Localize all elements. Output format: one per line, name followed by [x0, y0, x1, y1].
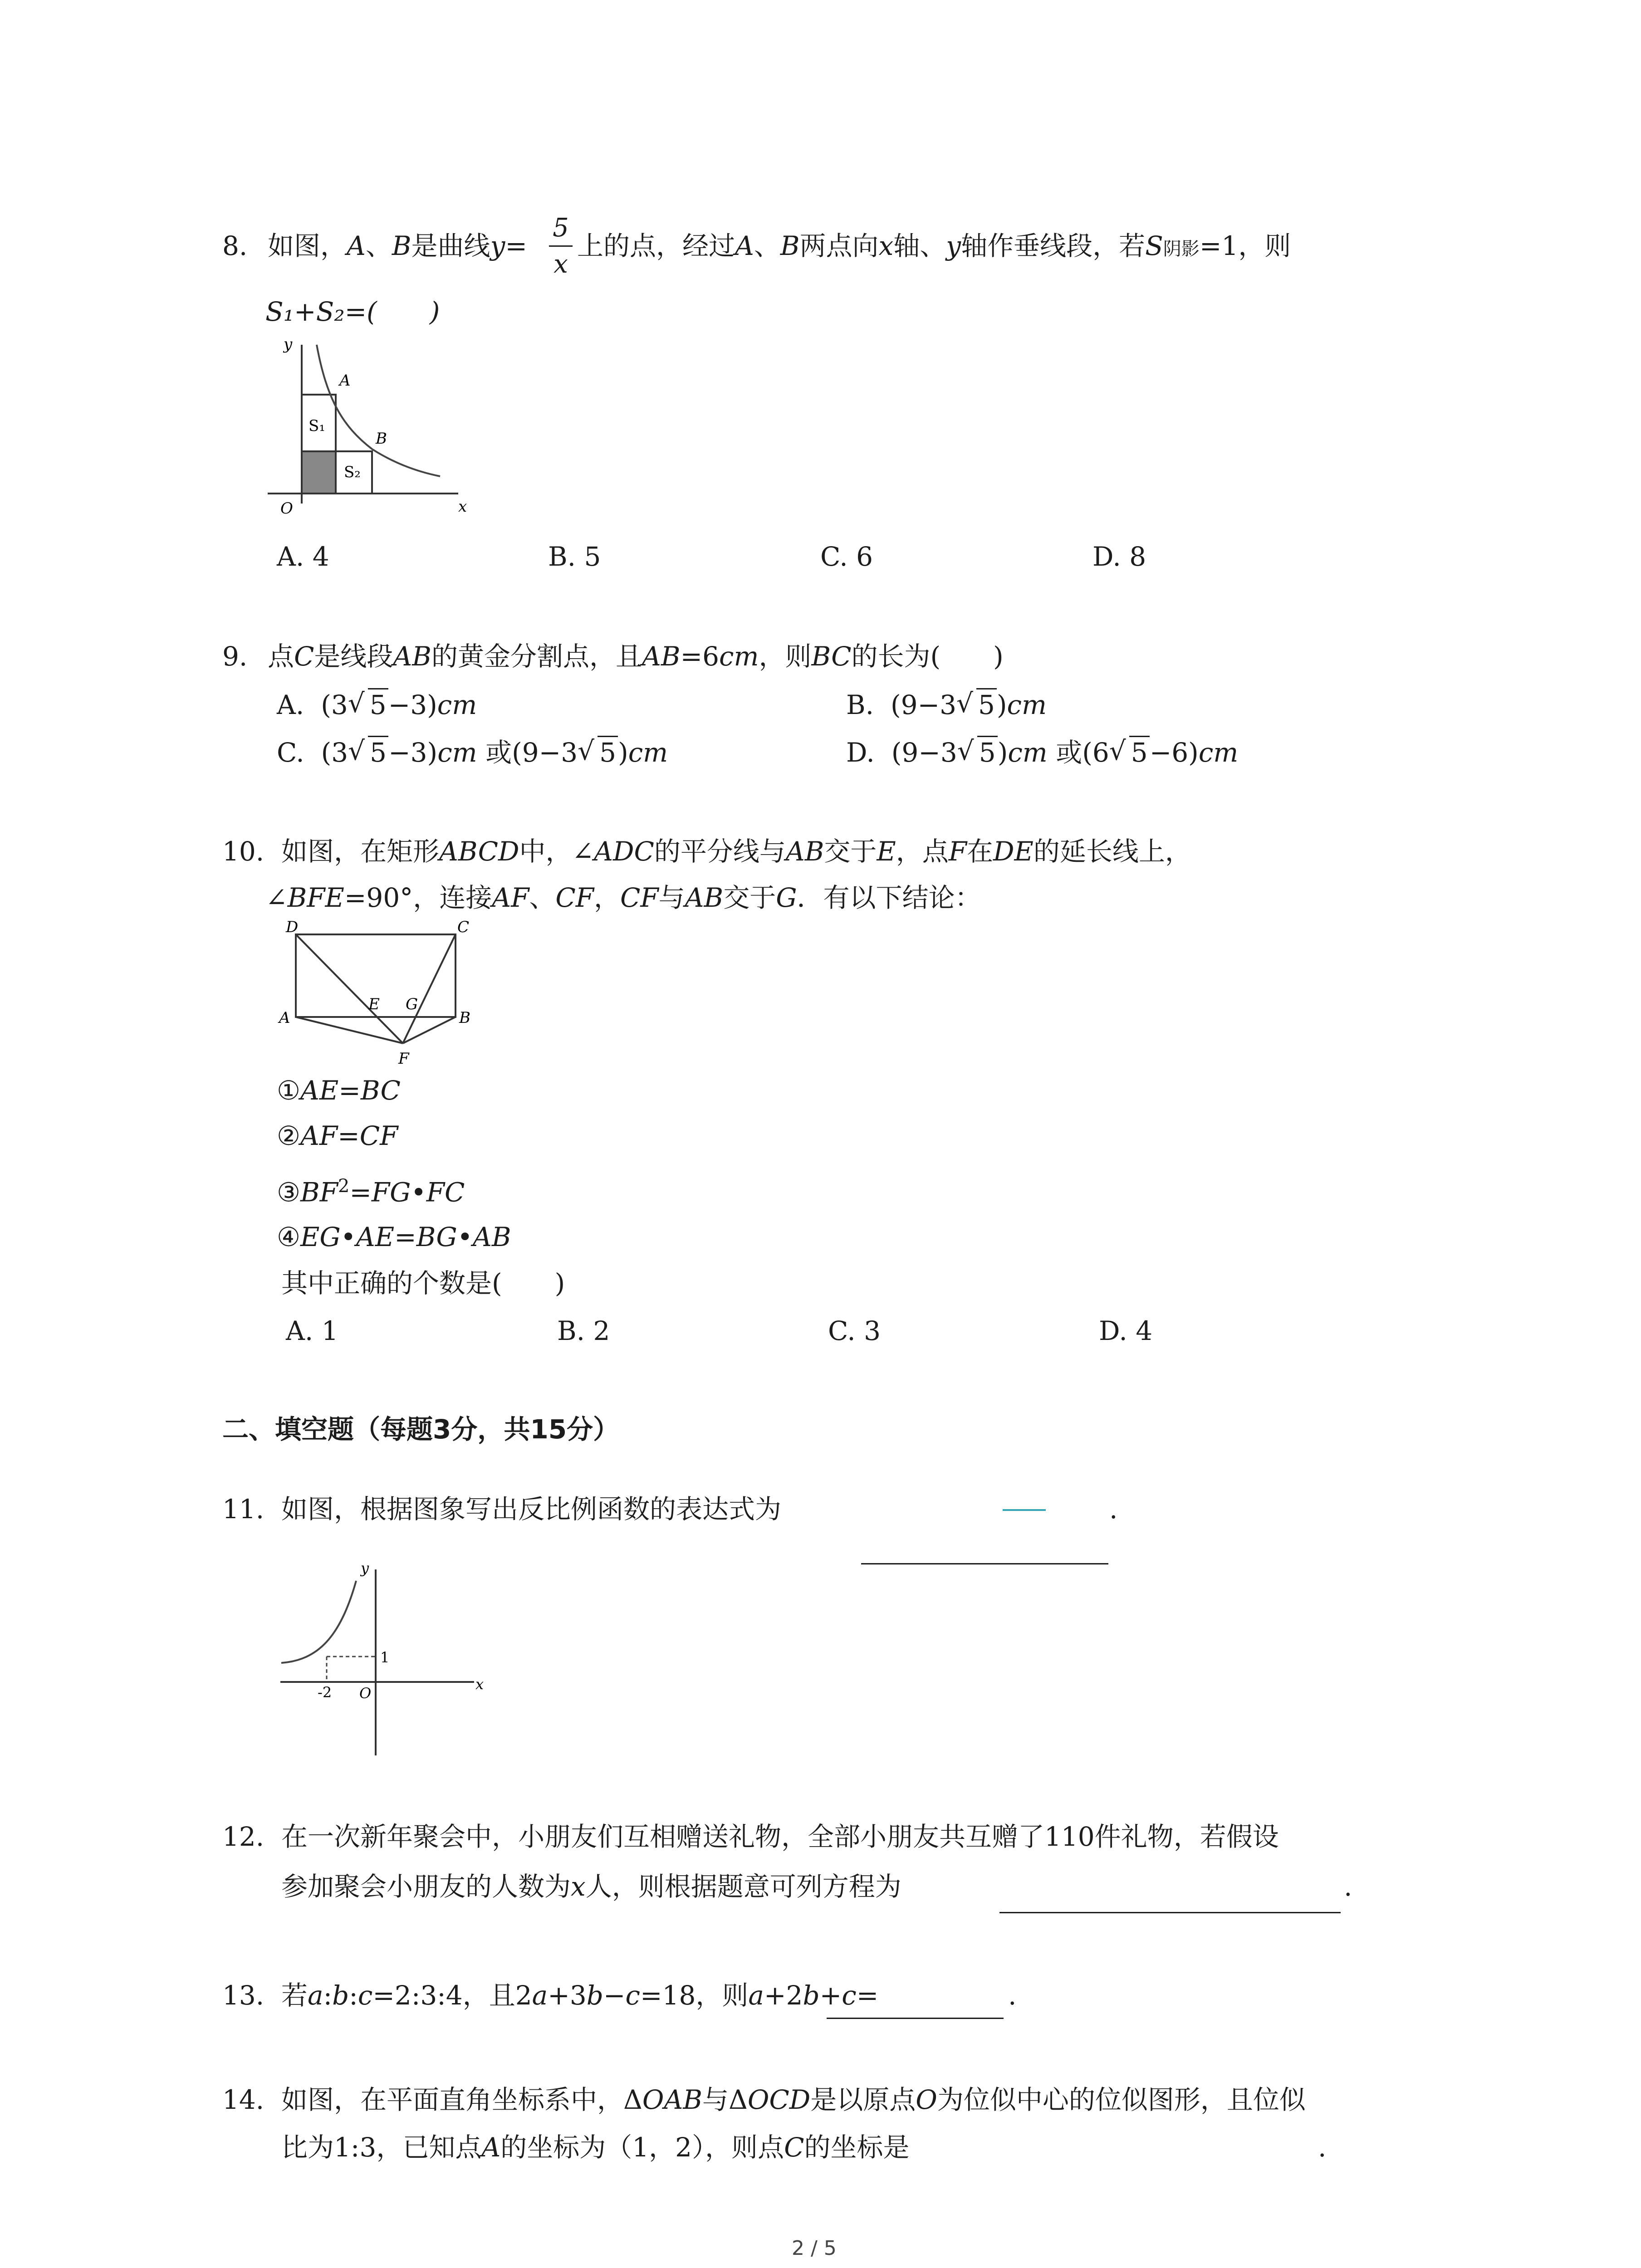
q9-option-d: D. (9−3√ 5)cm 或(6√ 5−6)cm — [846, 739, 1238, 766]
q9-option-b-radical: √ 5 — [956, 692, 997, 718]
q11-answer-mark — [1003, 1509, 1046, 1511]
q10-label-e: E — [368, 995, 380, 1013]
q9-option-c: C. (3√ 5−3)cm 或(9−3√ 5)cm — [277, 739, 668, 766]
q8-label-y: y — [284, 336, 293, 353]
q12-number: 12. — [222, 1821, 265, 1852]
q9-option-c-radical-2: √ 5 — [578, 739, 618, 766]
q8-label-s2: S₂ — [344, 463, 361, 481]
q10-option-c: C. 3 — [828, 1315, 881, 1346]
q9-stem: 点C是线段AB的黄金分割点，且AB=6cm，则BC的长为( ) — [268, 641, 1004, 672]
q10-segment-af — [296, 1017, 403, 1043]
q9-option-c-radical: √ 5 — [348, 739, 388, 766]
q8-shaded-region — [302, 451, 336, 494]
q8-label-x: x — [458, 498, 467, 516]
q10-number: 10. — [222, 836, 265, 867]
q9-option-b: B. (9−3√ 5)cm — [846, 692, 1047, 718]
q12-stem-line2: 参加聚会小朋友的人数为x人，则根据题意可列方程为 — [281, 1871, 901, 1902]
q14-stem-line1: 如图，在平面直角坐标系中，ΔOAB与ΔOCD是以原点O为位似中心的位似图形，且位似 — [281, 2084, 1306, 2115]
q10-figure — [272, 914, 485, 1077]
q10-conclusion-2: ②AF=CF — [277, 1120, 398, 1151]
q10-label-d: D — [286, 918, 299, 936]
q9-option-d-radical: √ 5 — [957, 739, 998, 766]
q8-number: 8. — [222, 230, 248, 261]
q9-number: 9. — [222, 641, 248, 672]
q8-stem-line1-rest: 上的点，经过A、B两点向x轴、y轴作垂线段，若S阴影=1，则 — [577, 230, 1291, 261]
q11-stem: 如图，根据图象写出反比例函数的表达式为 — [281, 1494, 782, 1525]
q14-number: 14. — [222, 2084, 265, 2115]
q8-label-origin: O — [280, 499, 293, 518]
q8-label-s1: S₁ — [309, 417, 325, 435]
section-title-fill-in: 二、填空题（每题3分，共15分） — [222, 1414, 620, 1445]
q10-option-d: D. 4 — [1099, 1315, 1153, 1346]
q11-label-y: y — [361, 1560, 369, 1577]
q8-option-c: C. 6 — [820, 541, 873, 572]
q8-stem-line2: S₁+S₂=( ) — [265, 296, 440, 327]
q8-label-a: A — [339, 371, 351, 390]
q8-stem-line1: 如图，A、B是曲线y= — [268, 230, 527, 261]
q8-fraction-numerator: 5 — [553, 213, 569, 243]
q9-option-a: A. (3√ 5−3)cm — [277, 692, 477, 718]
q10-label-g: G — [406, 995, 418, 1013]
q12-stem-line1: 在一次新年聚会中，小朋友们互相赠送礼物，全部小朋友共互赠了110件礼物，若假设 — [281, 1821, 1279, 1852]
q11-figure — [272, 1560, 499, 1760]
q10-option-a: A. 1 — [286, 1315, 338, 1346]
q10-label-b: B — [459, 1009, 470, 1027]
q10-segment-cf — [403, 934, 456, 1043]
q10-label-f: F — [398, 1050, 409, 1068]
q10-option-b: B. 2 — [557, 1315, 610, 1346]
q11-number: 11. — [222, 1494, 265, 1525]
q8-option-d: D. 8 — [1092, 541, 1146, 572]
q10-conclusion-1: ①AE=BC — [277, 1075, 401, 1106]
q8-label-b: B — [376, 430, 387, 448]
q10-conclusion-3: $③BF^2=FG•FC$ — [277, 1176, 465, 1208]
q11-answer-blank[interactable] — [861, 1563, 1108, 1564]
q10-stem-line2: ∠BFE=90°，连接AF、CF，CF与AB交于G．有以下结论： — [265, 882, 981, 913]
q8-option-a: A. 4 — [277, 541, 329, 572]
q10-conclusion-4: ④EG•AE=BG•AB — [277, 1222, 511, 1252]
q8-fraction — [549, 213, 573, 279]
q8-option-b: B. 5 — [548, 541, 601, 572]
q13-stem: 若a:b:c=2:3:4，且2a+3b−c=18，则a+2b+c= — [281, 1980, 879, 2011]
q10-segment-bf — [403, 1017, 456, 1043]
q11-label-neg2: -2 — [318, 1684, 332, 1701]
q14-period: . — [1318, 2132, 1327, 2163]
page-number: 2 / 5 — [792, 2237, 837, 2260]
q13-number: 13. — [222, 1980, 265, 2011]
q10-question-ask: 其中正确的个数是( ) — [281, 1268, 565, 1299]
q11-period: . — [1109, 1494, 1118, 1525]
q11-label-one: 1 — [380, 1649, 390, 1666]
q10-label-c: C — [457, 918, 470, 936]
q11-label-origin: O — [359, 1685, 372, 1702]
q10-stem-line1: 如图，在矩形ABCD中，∠ADC的平分线与AB交于E，点F在DE的延长线上， — [281, 836, 1191, 867]
q11-label-x: x — [475, 1676, 484, 1693]
q13-period: . — [1008, 1980, 1017, 2011]
q13-answer-blank[interactable] — [827, 2018, 1004, 2019]
q9-option-a-radical: √ 5 — [348, 692, 388, 718]
q14-stem-line2: 比为1:3，已知点A的坐标为（1，2），则点C的坐标是 — [281, 2132, 910, 2163]
q10-segment-df — [296, 934, 403, 1043]
q9-option-d-radical-2: √ 5 — [1109, 739, 1150, 766]
q12-period: . — [1344, 1871, 1352, 1902]
q8-figure — [259, 336, 472, 526]
q12-answer-blank[interactable] — [999, 1912, 1341, 1913]
q10-label-a: A — [279, 1009, 290, 1027]
q8-fraction-denominator: x — [554, 249, 568, 279]
q11-curve — [281, 1581, 356, 1663]
